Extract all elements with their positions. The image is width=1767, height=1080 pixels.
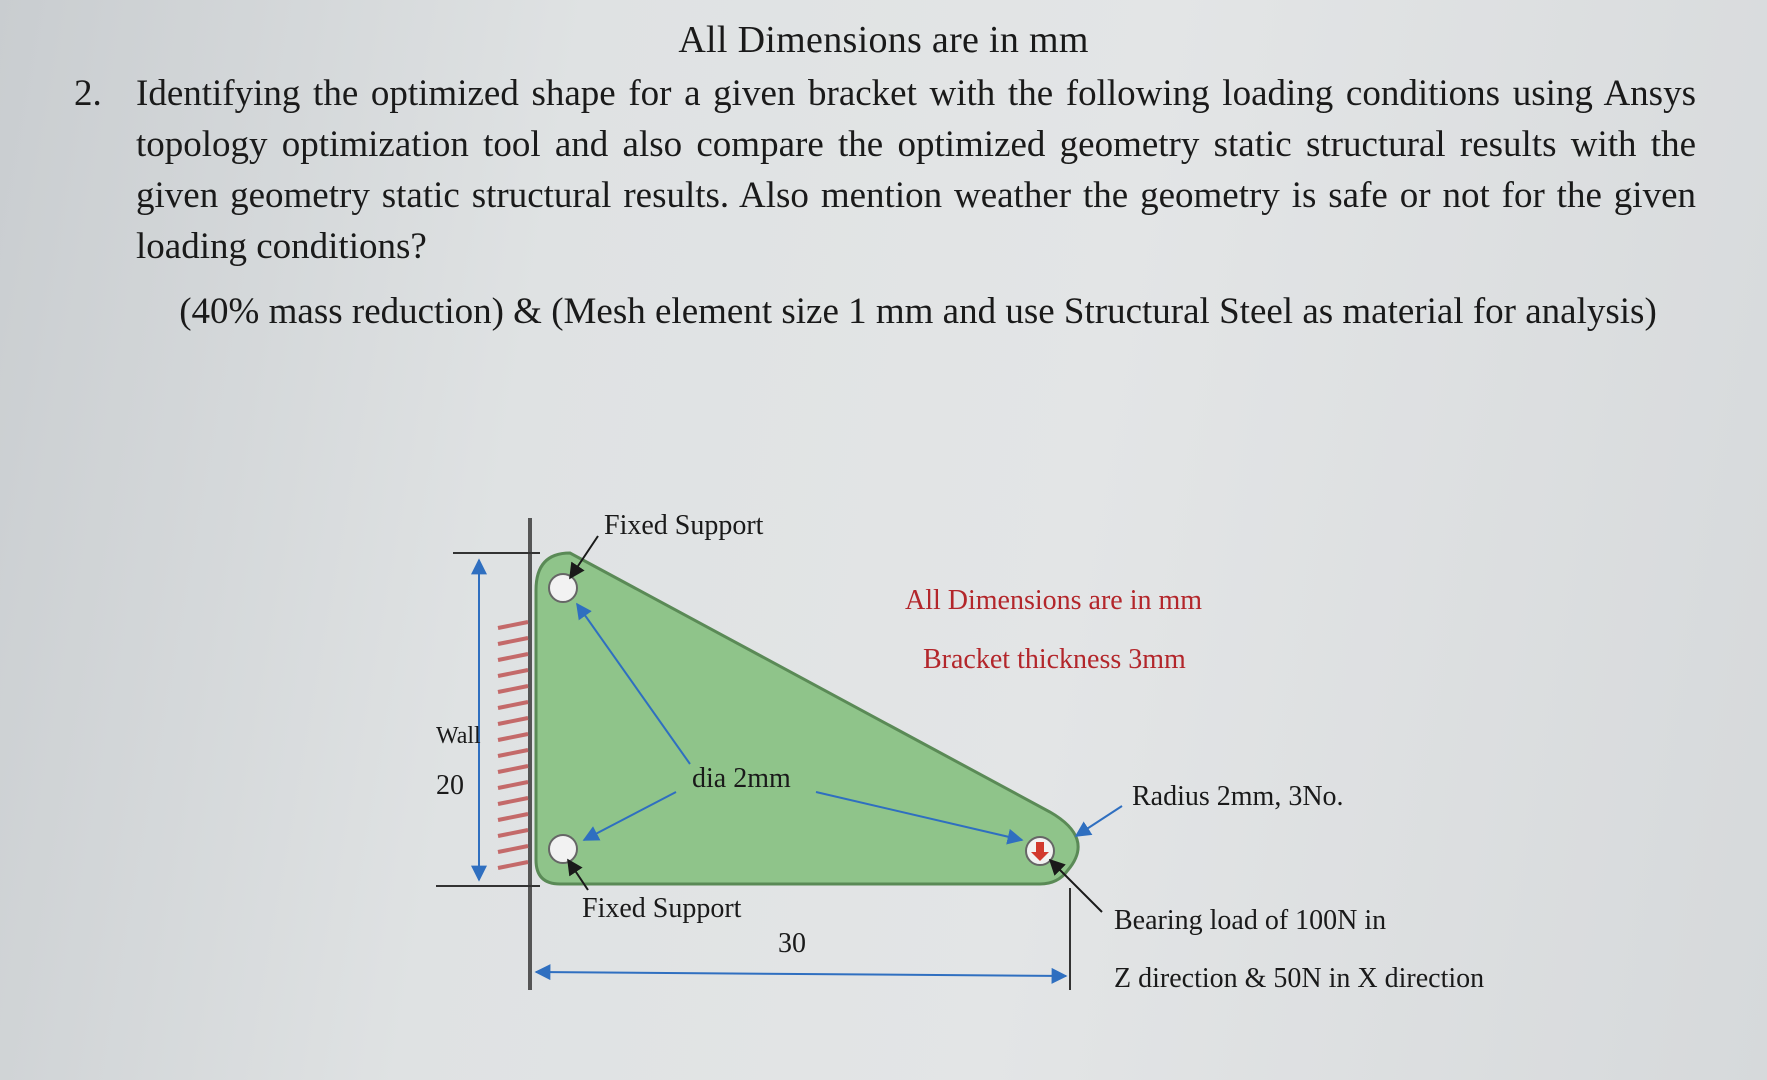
- analysis-note: (40% mass reduction) & (Mesh element size 1 mm and use Structural Steel as material for analysis): [179, 291, 1657, 332]
- question-text: Identifying the optimized shape for a given bracket with the following loading conditions using Ansys topology optimization tool and also compare the optimized geometry static structural results with the given geometry static structural results. Also mention weather the geometry is safe or not for the given loading conditions?: [136, 73, 1696, 267]
- label-fixed-support-top: Fixed Support: [604, 510, 764, 541]
- dimension-width-line: [536, 972, 1066, 976]
- label-width-30: 30: [778, 928, 806, 959]
- label-radius: Radius 2mm, 3No.: [1132, 781, 1344, 812]
- wall-hatching: [498, 622, 528, 868]
- question-number: 2.: [74, 73, 102, 114]
- hole-top: [549, 574, 577, 602]
- page-header: All Dimensions are in mm: [678, 19, 1089, 61]
- label-dia-2mm: dia 2mm: [692, 763, 791, 794]
- label-all-dimensions: All Dimensions are in mm: [905, 585, 1203, 616]
- label-bearing-load-line2: Z direction & 50N in X direction: [1114, 963, 1485, 994]
- label-bracket-thickness: Bracket thickness 3mm: [923, 644, 1186, 675]
- leader-bearing-load: [1050, 860, 1102, 912]
- wall: [498, 518, 530, 990]
- label-wall: Wall: [436, 723, 481, 749]
- leader-radius: [1076, 806, 1122, 836]
- label-height-20: 20: [436, 770, 464, 801]
- label-fixed-support-bottom: Fixed Support: [582, 893, 742, 924]
- label-bearing-load-line1: Bearing load of 100N in: [1114, 905, 1387, 936]
- hole-bottom: [549, 835, 577, 863]
